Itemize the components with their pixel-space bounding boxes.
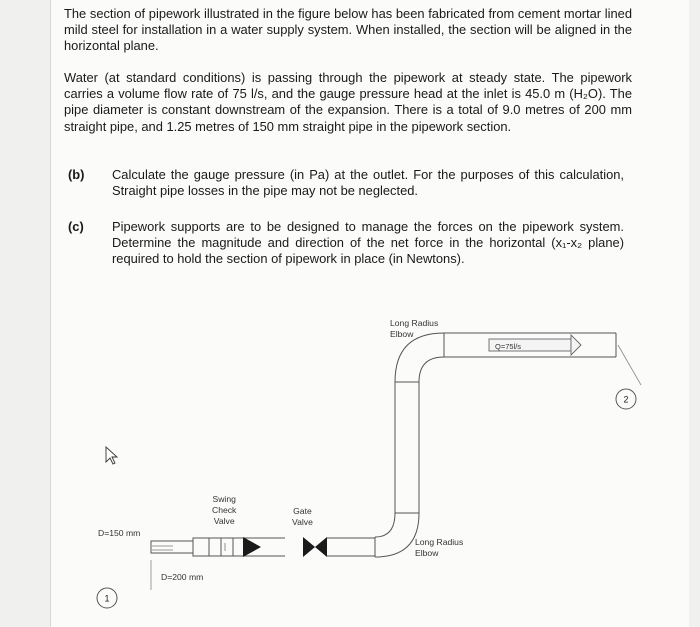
small-pipe-150mm (151, 541, 193, 553)
bottom-elbow-label: Long Radius Elbow (415, 537, 464, 558)
d200-label: D=200 mm (161, 572, 204, 582)
gate-valve-label: Gate Valve (292, 506, 313, 527)
intro-paragraph: The section of pipework illustrated in the figure below has been fabricated from cement mortar lined mild steel for installation in a water supply system. When installed, the section will be aligned in the horizontal plane. (64, 6, 632, 54)
conditions-paragraph: Water (at standard conditions) is passing through the pipework at steady state. The pipework carries a volume flow rate of 75 l/s, and the gauge pressure head at the inlet is 45.0 m (H₂O). The pipe diameter is constant downstream of the expansion. There is a total of 9.0 metres of 200 mm straight pipe, and 1.25 metres of 150 mm straight pipe in the pipework section. (64, 70, 632, 134)
swing-check-valve-icon (243, 537, 261, 557)
cursor-icon (106, 447, 117, 464)
pipework-figure (51, 0, 689, 627)
question-b-text: Calculate the gauge pressure (in Pa) at the outlet. For the purposes of this calculation, Straight pipe losses in the pipe may not be neglected. (112, 167, 624, 199)
gate-valve-icon-left (303, 537, 315, 557)
bottom-elbow-inner (375, 513, 395, 537)
question-b-label: (b) (68, 167, 85, 182)
d150-label: D=150 mm (98, 528, 141, 538)
bottom-elbow-outer (375, 513, 419, 557)
document-page (50, 0, 689, 627)
top-elbow-label: Long Radius Elbow (390, 318, 439, 339)
question-c-label: (c) (68, 219, 84, 234)
swing-check-valve-label: Swing Check Valve (212, 494, 237, 526)
large-pipe-200mm (209, 538, 245, 556)
flow-rate-label: Q=75l/s (495, 342, 522, 351)
inlet-node-number: 1 (104, 593, 110, 604)
question-c-text: Pipework supports are to be designed to manage the forces on the pipework system. Determine the magnitude and direction of the net force in the horizontal (x₁-x₂ plane) required to hold the section of pipework in place (in Newtons). (112, 219, 624, 267)
gate-valve-icon-right (315, 537, 327, 557)
outlet-node-number: 2 (623, 394, 629, 405)
top-elbow-inner (419, 357, 444, 382)
